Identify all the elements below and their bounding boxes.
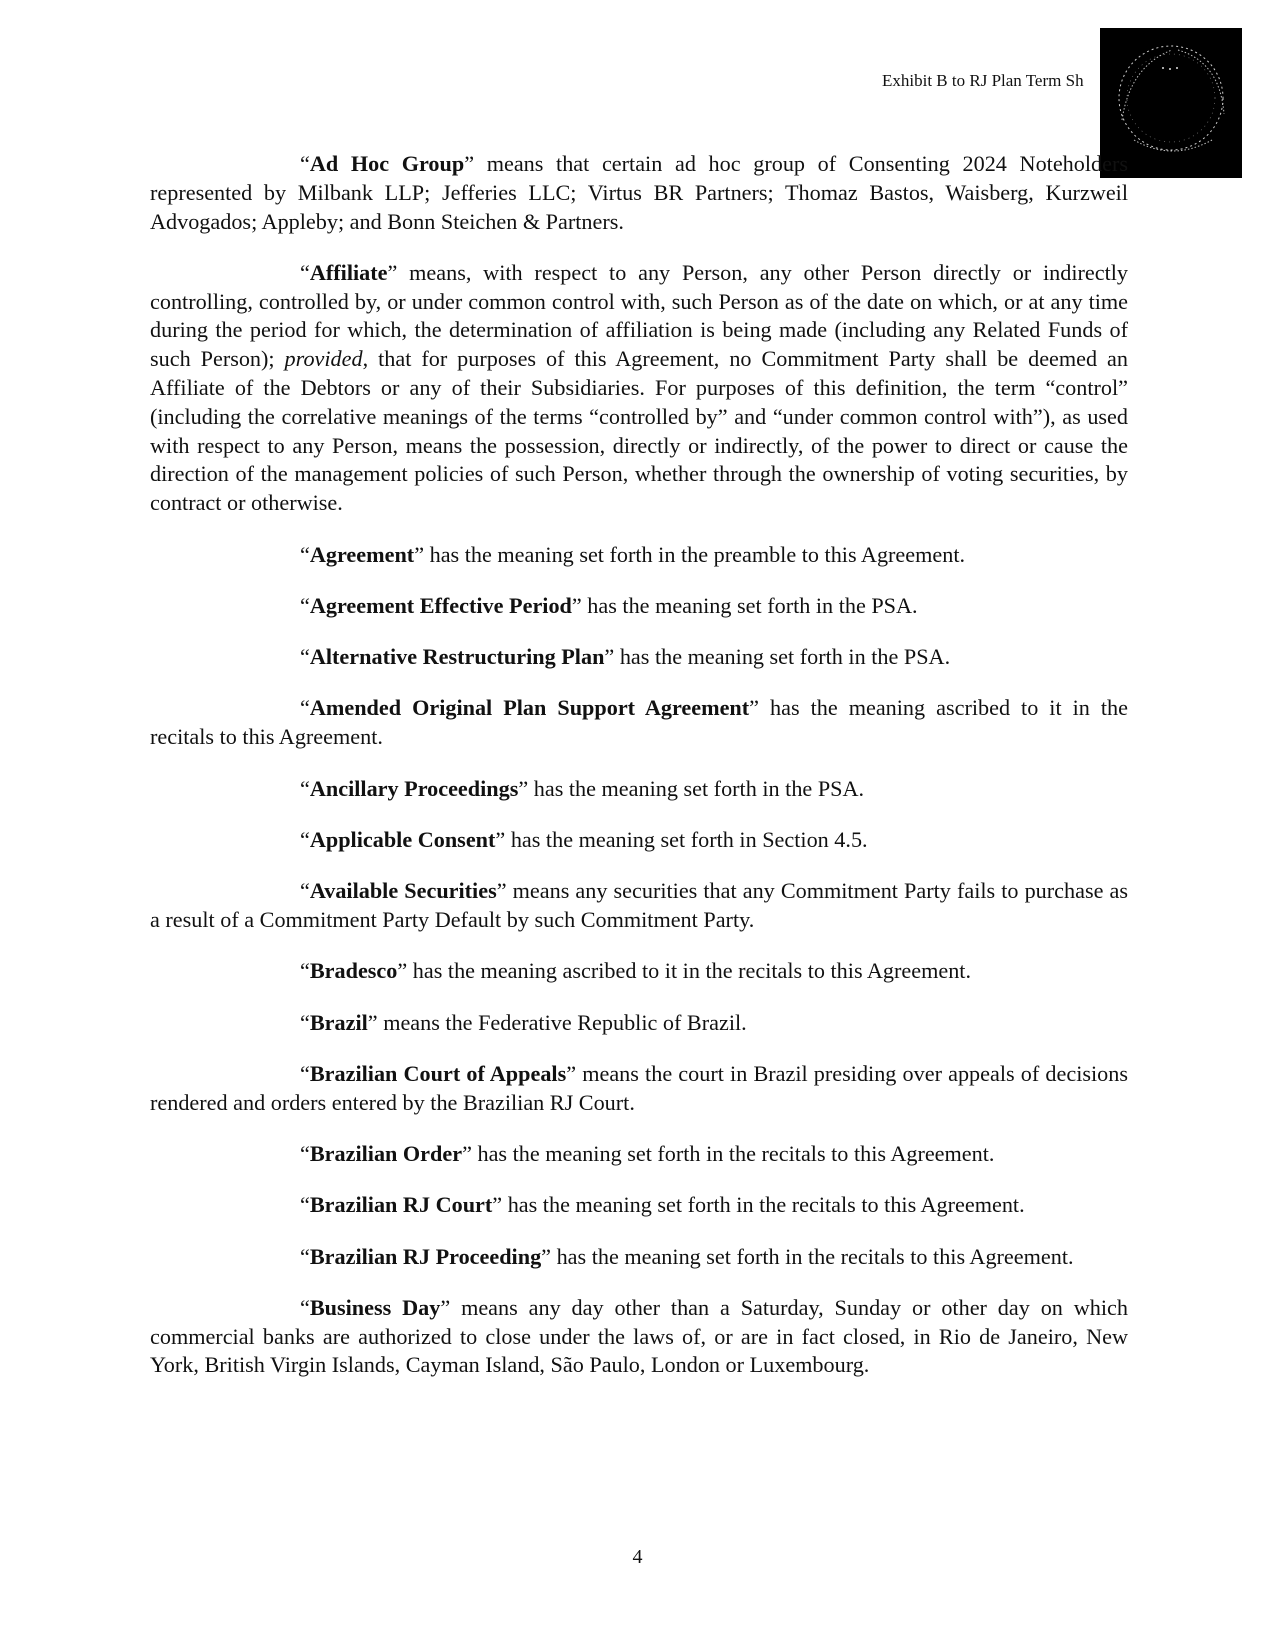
definition-affiliate: “Affiliate” means, with respect to any Person, any other Person directly or indirectly controlling, controlled by, or under common control with, such Person as of the date on which, or at any time during the period for which, the determination of affiliation is being made (including any Related Funds of such Person); provided, that for purposes of this Agreement, no Commitment Party shall be deemed an Affiliate of the Debtors or any of their Subsidiaries. For purposes of this definition, the term “control” (including the correlative meanings of the terms “controlled by” and “under common control with”), as used with respect to any Person, means the possession, directly or indirectly, of the power to direct or cause the direction of the management policies of such Person, whether through the ownership of voting securities, by contract or otherwise. <box>150 259 1128 516</box>
definition-ancillary-proceedings: “Ancillary Proceedings” has the meaning set forth in the PSA. <box>300 775 865 801</box>
definition-text: has the meaning set forth in the PSA. <box>614 644 951 670</box>
defined-term: Available Securities <box>309 878 497 904</box>
definition-text: has the meaning set forth in the preamble to this Agreement. <box>424 541 966 567</box>
definition-text: means any securities that any Commitment Party fails to purchase as a result of a Commitment Party Default by such Commitment Party. <box>150 878 1128 932</box>
definition-text: means the Federative Republic of Brazil. <box>377 1009 747 1035</box>
defined-term: Business Day <box>309 1294 441 1320</box>
defined-term: Amended Original Plan Support Agreement <box>309 695 750 721</box>
defined-term: Brazilian RJ Court <box>309 1192 493 1218</box>
defined-term: Brazilian RJ Proceeding <box>309 1243 542 1269</box>
definition-available-securities: “Available Securities” means any securities that any Commitment Party fails to purchase as a result of a Commitment Party Default by such Commitment Party. <box>150 878 1128 932</box>
definition-text: means any day other than a Saturday, Sunday or other day on which commercial banks are authorized to close under the laws of, or are in fact closed, in Rio de Janeiro, New York, British Virgin Islands, Cayman Island, São Paulo, London or Luxembourg. <box>150 1294 1128 1378</box>
definition-text: means that certain ad hoc group of Consenting 2024 Noteholders represented by Milbank LLP; Jefferies LLC; Virtus BR Partners; Thomaz Bastos, Waisberg, Kurzweil Advogados; Appleby; and Bonn Steichen & Partners. <box>150 151 1128 234</box>
defined-term: Brazil <box>309 1009 368 1035</box>
defined-term: Applicable Consent <box>309 826 496 852</box>
definition-text: , that for purposes of this Agreement, no Commitment Party shall be deemed an Affiliate of the Debtors or any of their Subsidiaries. For purposes of this definition, the term “control” (including the correlative meanings of the terms “controlled by” and “under common control with”), as used with respect to any Person, means the possession, directly or indirectly, of the power to direct or cause the direction of the management policies of such Person, whether through the ownership of voting securities, by contract or otherwise. <box>150 346 1128 516</box>
defined-term: Agreement Effective Period <box>309 592 572 618</box>
defined-term: Bradesco <box>309 958 398 984</box>
page-number: 4 <box>632 1546 643 1568</box>
definition-amended-original-plan-support-agreement: “Amended Original Plan Support Agreement” has the meaning ascribed to it in the recitals to this Agreement. <box>150 695 1128 750</box>
definition-applicable-consent: “Applicable Consent” has the meaning set forth in Section 4.5. <box>300 826 868 852</box>
definition-brazilian-rj-court: “Brazilian RJ Court” has the meaning set forth in the recitals to this Agreement. <box>300 1192 1025 1218</box>
exhibit-header: Exhibit B to RJ Plan Term Sh <box>882 71 1084 90</box>
definition-text: has the meaning set forth in Section 4.5. <box>505 826 868 852</box>
definition-text: has the meaning set forth in the PSA. <box>581 592 918 618</box>
defined-term: Alternative Restructuring Plan <box>309 644 605 670</box>
definition-brazil: “Brazil” means the Federative Republic of Brazil. <box>300 1009 747 1035</box>
definition-bradesco: “Bradesco” has the meaning ascribed to it in the recitals to this Agreement. <box>300 958 972 984</box>
defined-term: Affiliate <box>309 259 388 285</box>
definition-business-day: “Business Day” means any day other than a Saturday, Sunday or other day on which commercial banks are authorized to close under the laws of, or are in fact closed, in Rio de Janeiro, New York, British Virgin Islands, Cayman Island, São Paulo, London or Luxembourg. <box>150 1294 1128 1378</box>
definition-text: means, with respect to any Person, any other Person directly or indirectly controlling, controlled by, or under common control with, such Person as of the date on which, or at any time during the period for which, the determination of affiliation is being made (including any Related Funds of such Person); <box>150 259 1128 372</box>
defined-term: Ancillary Proceedings <box>309 775 519 801</box>
defined-term: Brazilian Court of Appeals <box>309 1060 567 1086</box>
definition-text: has the meaning set forth in the recitals to this Agreement. <box>502 1192 1025 1218</box>
definition-text: has the meaning set forth in the recitals to this Agreement. <box>471 1140 995 1166</box>
definition-text: has the meaning set forth in the PSA. <box>528 775 865 801</box>
definition-alternative-restructuring-plan: “Alternative Restructuring Plan” has the meaning set forth in the PSA. <box>300 644 951 670</box>
definition-brazilian-rj-proceeding: “Brazilian RJ Proceeding” has the meaning set forth in the recitals to this Agreement. <box>300 1243 1074 1269</box>
defined-term: Agreement <box>309 541 415 567</box>
definition-agreement-effective-period: “Agreement Effective Period” has the meaning set forth in the PSA. <box>300 592 918 618</box>
definition-text: has the meaning ascribed to it in the recitals to this Agreement. <box>150 695 1128 750</box>
defined-term: Ad Hoc Group <box>309 151 465 176</box>
definition-italic-proviso: provided <box>284 346 363 372</box>
definition-text: has the meaning ascribed to it in the recitals to this Agreement. <box>407 958 972 984</box>
definition-ad-hoc-group: “Ad Hoc Group” means that certain ad hoc group of Consenting 2024 Noteholders represented by Milbank LLP; Jefferies LLC; Virtus BR Partners; Thomaz Bastos, Waisberg, Kurzweil Advogados; Appleby; and Bonn Steichen & Partners. <box>150 151 1128 234</box>
definition-text: means the court in Brazil presiding over appeals of decisions rendered and orders entered by the Brazilian RJ Court. <box>150 1060 1128 1115</box>
definition-agreement: “Agreement” has the meaning set forth in the preamble to this Agreement. <box>300 541 966 567</box>
definitions-section <box>150 150 1128 1403</box>
definition-brazilian-court-of-appeals: “Brazilian Court of Appeals” means the court in Brazil presiding over appeals of decisions rendered and orders entered by the Brazilian RJ Court. <box>150 1060 1128 1115</box>
definition-text: has the meaning set forth in the recitals to this Agreement. <box>551 1243 1074 1269</box>
defined-term: Brazilian Order <box>309 1140 463 1166</box>
definition-brazilian-order: “Brazilian Order” has the meaning set forth in the recitals to this Agreement. <box>300 1140 995 1166</box>
